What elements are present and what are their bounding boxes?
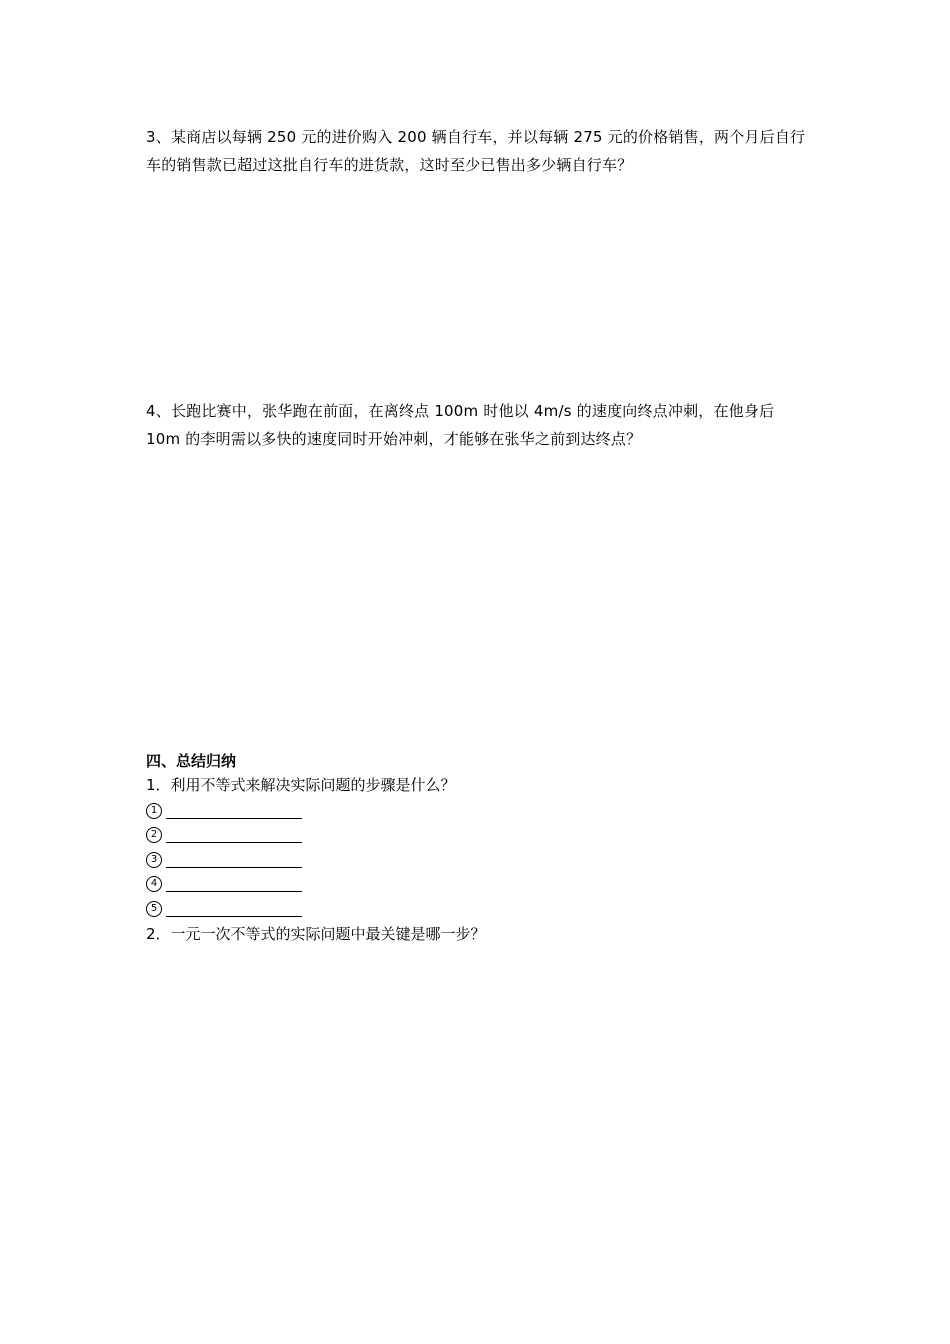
circled-number-2: 2 xyxy=(146,827,162,843)
summary-question-2: 2．一元一次不等式的实际问题中最关键是哪一步？ xyxy=(146,925,486,943)
step-2-row xyxy=(146,824,302,846)
step-3-row xyxy=(146,849,302,871)
step-1-blank[interactable] xyxy=(166,804,302,819)
circled-number-1: 1 xyxy=(146,803,162,819)
step-2-blank[interactable] xyxy=(166,828,302,843)
circled-number-3: 3 xyxy=(146,852,162,868)
summary-question-1: 1．利用不等式来解决实际问题的步骤是什么？ xyxy=(146,776,456,794)
section-title-summary: 四、总结归纳 xyxy=(146,752,237,770)
step-4-row xyxy=(146,873,302,895)
circled-number-4: 4 xyxy=(146,876,162,892)
question-3-text: 3、某商店以每辆 250 元的进价购入 200 辆自行车，并以每辆 275 元的价格销售，两个月后自行车的销售款已超过这批自行车的进货款，这时至少已售出多少辆自行车？ xyxy=(146,128,806,174)
step-5-blank[interactable] xyxy=(166,902,302,917)
question-4-text: 4、长跑比赛中，张华跑在前面，在离终点 100m 时他以 4m/s 的速度向终点冲刺，在他身后 10m 的李明需以多快的速度同时开始冲刺，才能够在张华之前到达终点？ xyxy=(146,402,775,448)
step-3-blank[interactable] xyxy=(166,853,302,868)
step-5-row xyxy=(146,898,302,920)
step-1-row xyxy=(146,800,302,822)
step-4-blank[interactable] xyxy=(166,877,302,892)
circled-number-5: 5 xyxy=(146,901,162,917)
